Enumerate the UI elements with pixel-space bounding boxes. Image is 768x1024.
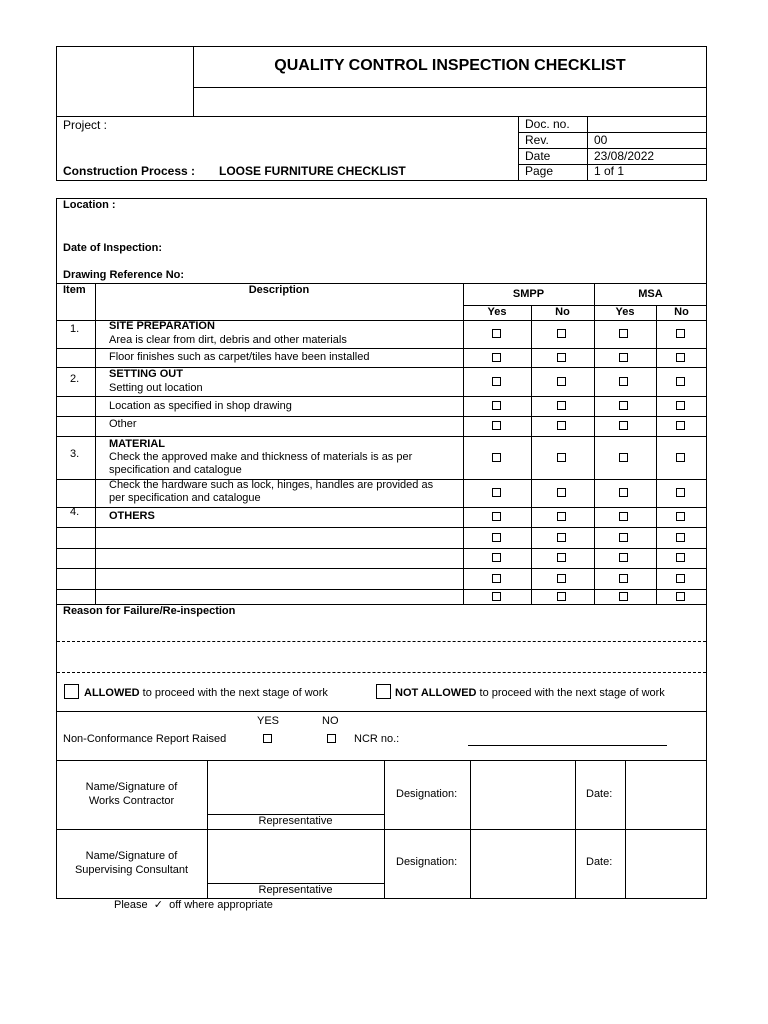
item-description: specification and catalogue xyxy=(109,464,242,476)
msa-yes-checkbox[interactable] xyxy=(619,488,628,497)
msa-no-checkbox[interactable] xyxy=(676,488,685,497)
signature-middle-line xyxy=(56,829,707,830)
msa-yes-checkbox[interactable] xyxy=(619,553,628,562)
smpp-yes-checkbox[interactable] xyxy=(492,377,501,386)
ncr-no-checkbox[interactable] xyxy=(327,734,336,743)
allowed-bottom-line xyxy=(56,711,707,712)
col-description-header: Description xyxy=(248,284,310,296)
msa-no-col-line xyxy=(656,305,657,604)
item-number: 1. xyxy=(70,323,80,335)
item-description: per specification and catalogue xyxy=(109,492,261,504)
smpp-no-header: No xyxy=(555,306,570,318)
check-icon: ✓ xyxy=(153,899,163,911)
signature-col-line xyxy=(207,760,208,899)
smpp-yes-checkbox[interactable] xyxy=(492,533,501,542)
contractor-label-line2: Works Contractor xyxy=(88,795,175,807)
msa-no-checkbox[interactable] xyxy=(676,401,685,410)
smpp-yes-checkbox[interactable] xyxy=(492,401,501,410)
table-row-line xyxy=(56,568,707,569)
smpp-yes-checkbox[interactable] xyxy=(492,453,501,462)
smpp-yes-checkbox[interactable] xyxy=(492,592,501,601)
item-description: Setting out location xyxy=(109,382,203,394)
not-allowed-checkbox[interactable] xyxy=(376,684,391,699)
smpp-yes-checkbox[interactable] xyxy=(492,353,501,362)
msa-no-checkbox[interactable] xyxy=(676,574,685,583)
signature-top-line xyxy=(56,760,707,761)
section-title: SETTING OUT xyxy=(109,368,183,380)
msa-no-checkbox[interactable] xyxy=(676,512,685,521)
not-allowed-option xyxy=(395,687,665,700)
table-row-line xyxy=(56,548,707,549)
msa-no-checkbox[interactable] xyxy=(676,421,685,430)
smpp-no-checkbox[interactable] xyxy=(557,421,566,430)
msa-yes-checkbox[interactable] xyxy=(619,329,628,338)
footer-note xyxy=(114,899,273,912)
smpp-no-checkbox[interactable] xyxy=(557,488,566,497)
signature-col-line xyxy=(384,760,385,899)
description-col-line xyxy=(463,283,464,604)
table-row-line xyxy=(56,416,707,417)
date-of-inspection-label: Date of Inspection: xyxy=(63,242,163,254)
contractor-designation-label: Designation: xyxy=(396,788,458,800)
header-logo-divider xyxy=(193,46,194,117)
page-label: Page xyxy=(525,164,554,178)
msa-no-checkbox[interactable] xyxy=(676,377,685,386)
smpp-no-checkbox[interactable] xyxy=(557,353,566,362)
msa-yes-checkbox[interactable] xyxy=(619,592,628,601)
item-description: Check the hardware such as lock, hinges, handles are provided as xyxy=(109,479,434,491)
contractor-representative: Representative xyxy=(258,815,333,827)
smpp-no-checkbox[interactable] xyxy=(557,533,566,542)
signature-col-line xyxy=(575,760,576,899)
rev-value: 00 xyxy=(594,133,608,147)
process-value: LOOSE FURNITURE CHECKLIST xyxy=(219,164,406,178)
not-allowed-text: to proceed with the next stage of work xyxy=(476,687,665,699)
not-allowed-bold: NOT ALLOWED xyxy=(395,687,477,699)
msa-no-checkbox[interactable] xyxy=(676,592,685,601)
contractor-label-line1: Name/Signature of xyxy=(85,781,178,793)
rev-label: Rev. xyxy=(525,133,549,147)
signature-col-line xyxy=(625,760,626,899)
msa-yes-checkbox[interactable] xyxy=(619,353,628,362)
item-description: Area is clear from dirt, debris and other materials xyxy=(109,334,347,346)
msa-no-checkbox[interactable] xyxy=(676,453,685,462)
msa-no-checkbox[interactable] xyxy=(676,353,685,362)
contractor-date-label: Date: xyxy=(586,788,613,800)
drawing-reference-label: Drawing Reference No: xyxy=(63,269,185,281)
smpp-yes-checkbox[interactable] xyxy=(492,553,501,562)
page-title: QUALITY CONTROL INSPECTION CHECKLIST xyxy=(274,57,626,74)
item-number: 4. xyxy=(70,506,80,518)
smpp-yes-checkbox[interactable] xyxy=(492,488,501,497)
msa-yes-checkbox[interactable] xyxy=(619,533,628,542)
smpp-yes-checkbox[interactable] xyxy=(492,512,501,521)
location-label: Location : xyxy=(63,199,116,211)
smpp-no-checkbox[interactable] xyxy=(557,553,566,562)
item-description: Other xyxy=(109,418,137,430)
section-title: MATERIAL xyxy=(109,438,166,450)
section-title: OTHERS xyxy=(109,510,155,522)
smpp-no-checkbox[interactable] xyxy=(557,401,566,410)
item-description: Location as specified in shop drawing xyxy=(109,400,292,412)
signature-col-line xyxy=(470,760,471,899)
table-row-line xyxy=(56,507,707,508)
item-description: Floor finishes such as carpet/tiles have been installed xyxy=(109,351,370,363)
allowed-checkbox[interactable] xyxy=(64,684,79,699)
allowed-bold: ALLOWED xyxy=(84,687,140,699)
msa-yes-checkbox[interactable] xyxy=(619,377,628,386)
table-row-line xyxy=(56,589,707,590)
msa-yes-checkbox[interactable] xyxy=(619,421,628,430)
failure-reason-line xyxy=(57,672,706,673)
ncr-number-field[interactable] xyxy=(468,745,667,746)
msa-yes-checkbox[interactable] xyxy=(619,453,628,462)
item-description: Check the approved make and thickness of materials is as per xyxy=(109,451,413,463)
consultant-representative: Representative xyxy=(258,884,333,896)
smpp-yes-checkbox[interactable] xyxy=(492,329,501,338)
ncr-label: Non-Conformance Report Raised xyxy=(63,733,227,745)
smpp-no-checkbox[interactable] xyxy=(557,574,566,583)
table-row-line xyxy=(56,527,707,528)
footer-note-after: off where appropriate xyxy=(169,899,273,911)
table-row-line xyxy=(56,348,707,349)
process-label: Construction Process : xyxy=(63,164,196,178)
table-row-line xyxy=(56,436,707,437)
consultant-label-line1: Name/Signature of xyxy=(85,850,178,862)
msa-no-checkbox[interactable] xyxy=(676,329,685,338)
smpp-no-checkbox[interactable] xyxy=(557,512,566,521)
date-value: 23/08/2022 xyxy=(594,149,655,163)
msa-col-line xyxy=(594,283,595,604)
ncr-number-label: NCR no.: xyxy=(354,733,400,745)
msa-no-checkbox[interactable] xyxy=(676,553,685,562)
col-smpp-header: SMPP xyxy=(512,288,545,300)
smpp-no-checkbox[interactable] xyxy=(557,329,566,338)
section-title: SITE PREPARATION xyxy=(109,320,215,332)
smpp-yes-checkbox[interactable] xyxy=(492,574,501,583)
smpp-yes-header: Yes xyxy=(487,306,507,318)
smpp-no-col-line xyxy=(531,305,532,604)
page-value: 1 of 1 xyxy=(594,164,625,178)
col-msa-header: MSA xyxy=(638,288,663,300)
smpp-no-checkbox[interactable] xyxy=(557,377,566,386)
msa-no-header: No xyxy=(674,306,689,318)
doc-no-label: Doc. no. xyxy=(525,117,570,131)
table-row-line xyxy=(56,396,707,397)
item-col-line xyxy=(95,283,96,604)
item-number: 3. xyxy=(70,448,80,460)
ncr-no-label: NO xyxy=(322,715,339,727)
ncr-yes-checkbox[interactable] xyxy=(263,734,272,743)
footer-note-before: Please xyxy=(114,899,148,911)
allowed-option xyxy=(84,687,328,700)
date-label: Date xyxy=(525,149,551,163)
consultant-date-label: Date: xyxy=(586,856,613,868)
ncr-yes-label: YES xyxy=(257,715,280,727)
msa-no-checkbox[interactable] xyxy=(676,533,685,542)
msa-yes-checkbox[interactable] xyxy=(619,401,628,410)
col-item-header: Item xyxy=(63,284,86,296)
project-label: Project : xyxy=(63,118,108,132)
smpp-no-checkbox[interactable] xyxy=(557,453,566,462)
consultant-designation-label: Designation: xyxy=(396,856,458,868)
msa-yes-checkbox[interactable] xyxy=(619,512,628,521)
consultant-label-line2: Supervising Consultant xyxy=(74,864,189,876)
failure-reason-label: Reason for Failure/Re-inspection xyxy=(63,605,236,617)
msa-yes-checkbox[interactable] xyxy=(619,574,628,583)
item-number: 2. xyxy=(70,373,80,385)
allowed-text: to proceed with the next stage of work xyxy=(139,687,328,699)
failure-reason-line xyxy=(57,641,706,642)
smpp-no-checkbox[interactable] xyxy=(557,592,566,601)
header-title-divider xyxy=(193,87,707,88)
smpp-yes-checkbox[interactable] xyxy=(492,421,501,430)
msa-yes-header: Yes xyxy=(615,306,635,318)
